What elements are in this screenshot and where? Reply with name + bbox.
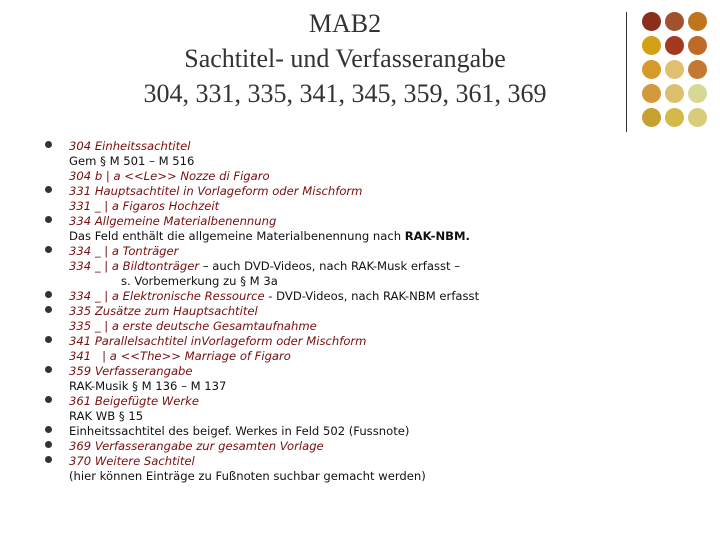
field-304-example: 304 b | a <<Le>> Nozze di Figaro <box>69 169 270 183</box>
bullet-dot <box>45 366 52 373</box>
decor-dot <box>642 12 661 31</box>
field-369-heading: 369 Verfasserangabe zur gesamten Vorlage <box>69 439 324 453</box>
divider-line <box>626 12 627 132</box>
field-341-heading: 341 Parallelsachtitel inVorlageform oder Mischform <box>69 334 367 348</box>
decor-dot <box>665 60 684 79</box>
vorbemerkung-note: s. Vorbemerkung zu § M 3a <box>121 274 278 288</box>
bullet-dot <box>45 306 52 313</box>
decor-dot <box>688 12 707 31</box>
footnote-note: (hier können Einträge zu Fußnoten suchbar gemacht werden) <box>69 469 426 483</box>
title-line-2: Sachtitel- und Verfasserangabe <box>184 44 506 73</box>
field-331-example: 331 _ | a Figaros Hochzeit <box>69 199 220 213</box>
decor-dot <box>688 60 707 79</box>
rak-musik-reference: RAK-Musik § M 136 – M 137 <box>69 379 227 393</box>
bullet-dot <box>45 291 52 298</box>
decor-dot <box>665 84 684 103</box>
field-359-heading: 359 Verfasserangabe <box>69 364 193 378</box>
title-line-1: MAB2 <box>308 9 382 38</box>
description-text: Das Feld enthält die allgemeine Materialbenennung nach <box>69 229 405 243</box>
decor-dot <box>642 36 661 55</box>
body-text <box>69 139 709 484</box>
elektronisch-note: - DVD-Videos, nach RAK-NBM erfasst <box>264 289 480 303</box>
bullet-dot <box>45 246 52 253</box>
elektronisch-tag: 334 _ | a Elektronische Ressource <box>69 289 265 303</box>
decor-dot <box>642 60 661 79</box>
decor-dot <box>642 84 661 103</box>
field-370-heading: 370 Weitere Sachtitel <box>69 454 195 468</box>
field-334-bildtontraeger <box>69 259 709 274</box>
bullet-dot <box>45 216 52 223</box>
decor-dot <box>688 84 707 103</box>
decor-dot <box>642 108 661 127</box>
decor-dot <box>665 12 684 31</box>
bildtontraeger-note: – auch DVD-Videos, nach RAK-Musk erfasst – <box>199 259 461 273</box>
field-334-heading: 334 Allgemeine Materialbenennung <box>69 214 277 228</box>
field-341-example: 341 | a <<The>> Marriage of Figaro <box>69 349 291 363</box>
einheitssachtitel-note: Einheitssachtitel des beigef. Werkes in Feld 502 (Fussnote) <box>69 424 410 438</box>
bullet-dot <box>45 336 52 343</box>
bullet-dot <box>45 426 52 433</box>
bullet-dot <box>45 396 52 403</box>
rule-reference: Gem § M 501 – M 516 <box>69 154 195 168</box>
rak-nbm-label: RAK-NBM. <box>404 229 470 243</box>
decor-dot <box>665 108 684 127</box>
bullet-dot <box>45 186 52 193</box>
field-331-heading: 331 Hauptsachtitel in Vorlageform oder Mischform <box>69 184 363 198</box>
field-334-elektronisch <box>69 289 709 304</box>
bullet-dot <box>45 141 52 148</box>
decor-dot <box>665 36 684 55</box>
field-304-heading: 304 Einheitssachtitel <box>69 139 191 153</box>
bildtontraeger-tag: 334 _ | a Bildtonträger <box>69 259 200 273</box>
slide-title <box>95 6 595 111</box>
rak-wb-reference: RAK WB § 15 <box>69 409 144 423</box>
decor-dot <box>688 108 707 127</box>
field-335-example: 335 _ | a erste deutsche Gesamtaufnahme <box>69 319 317 333</box>
field-334-description <box>69 229 709 244</box>
field-335-heading: 335 Zusätze zum Hauptsachtitel <box>69 304 258 318</box>
decor-dot <box>688 36 707 55</box>
title-line-3: 304, 331, 335, 341, 345, 359, 361, 369 <box>143 79 547 108</box>
bullet-dot <box>45 456 52 463</box>
bullet-dot <box>45 441 52 448</box>
field-334-tontraeger: 334 _ | a Tonträger <box>69 244 179 258</box>
field-361-heading: 361 Beigefügte Werke <box>69 394 199 408</box>
